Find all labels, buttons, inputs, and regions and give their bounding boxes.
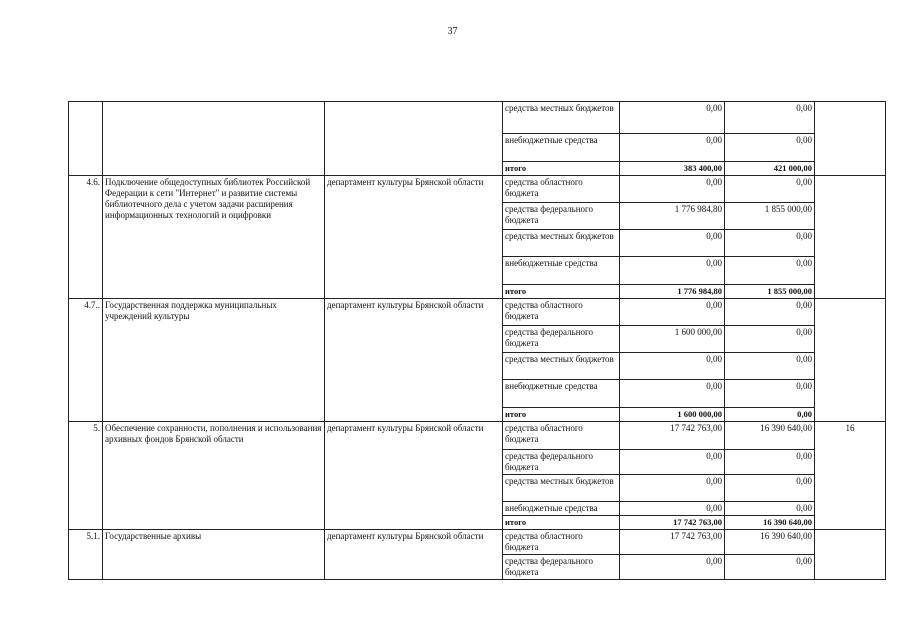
row-index xyxy=(69,102,103,176)
amount-year-1: 1 776 984,80 xyxy=(620,203,725,230)
funding-source: средства федерального бюджета xyxy=(503,555,620,580)
amount-year-1: 0,00 xyxy=(620,102,725,134)
amount-year-1: 0,00 xyxy=(620,353,725,380)
amount-year-1: 17 742 763,00 xyxy=(620,530,725,555)
funding-source: средства областного бюджета xyxy=(503,176,620,203)
department-name xyxy=(325,102,503,176)
funding-source: итого xyxy=(503,285,620,299)
row-index: 5. xyxy=(69,422,103,530)
amount-year-2: 0,00 xyxy=(725,299,815,326)
amount-year-1: 0,00 xyxy=(620,475,725,502)
table-row xyxy=(69,102,886,134)
budget-table-body xyxy=(69,102,886,580)
table-row xyxy=(69,422,886,450)
funding-source: итого xyxy=(503,162,620,176)
page-number: 37 xyxy=(447,26,458,37)
department-name: департамент культуры Брянской области xyxy=(325,530,503,580)
amount-year-2: 1 855 000,00 xyxy=(725,285,815,299)
amount-year-2: 16 390 640,00 xyxy=(725,530,815,555)
funding-source: средства местных бюджетов xyxy=(503,475,620,502)
amount-year-1: 0,00 xyxy=(620,450,725,475)
amount-year-1: 0,00 xyxy=(620,380,725,408)
indicator-value xyxy=(815,530,886,580)
amount-year-2: 0,00 xyxy=(725,176,815,203)
amount-year-2: 16 390 640,00 xyxy=(725,516,815,530)
indicator-value xyxy=(815,176,886,299)
activity-name: Обеспечение сохранности, пополнения и использования архивных фондов Брянской области xyxy=(103,422,325,530)
funding-source: средства областного бюджета xyxy=(503,299,620,326)
indicator-value: 16 xyxy=(815,422,886,530)
amount-year-2: 0,00 xyxy=(725,555,815,580)
amount-year-2: 0,00 xyxy=(725,353,815,380)
amount-year-2: 0,00 xyxy=(725,134,815,162)
amount-year-2: 0,00 xyxy=(725,102,815,134)
funding-source: внебюджетные средства xyxy=(503,134,620,162)
funding-source: средства местных бюджетов xyxy=(503,353,620,380)
row-index: 5.1. xyxy=(69,530,103,580)
funding-source: внебюджетные средства xyxy=(503,380,620,408)
funding-source: средства федерального бюджета xyxy=(503,326,620,353)
activity-name: Государственные архивы xyxy=(103,530,325,580)
amount-year-1: 17 742 763,00 xyxy=(620,422,725,450)
amount-year-1: 0,00 xyxy=(620,555,725,580)
amount-year-1: 0,00 xyxy=(620,230,725,257)
amount-year-1: 1 776 984,80 xyxy=(620,285,725,299)
department-name: департамент культуры Брянской области xyxy=(325,176,503,299)
amount-year-1: 1 600 000,00 xyxy=(620,326,725,353)
funding-source: внебюджетные средства xyxy=(503,502,620,516)
indicator-value xyxy=(815,102,886,176)
amount-year-1: 0,00 xyxy=(620,299,725,326)
funding-source: итого xyxy=(503,516,620,530)
funding-source: средства федерального бюджета xyxy=(503,203,620,230)
amount-year-1: 1 600 000,00 xyxy=(620,408,725,422)
amount-year-2: 0,00 xyxy=(725,380,815,408)
amount-year-2: 0,00 xyxy=(725,475,815,502)
table-row xyxy=(69,299,886,326)
amount-year-2: 0,00 xyxy=(725,326,815,353)
activity-name: Подключение общедоступных библиотек Российской Федерации к сети "Интернет" и развитие системы библиотечного дела с учетом задачи расширения информационных технологий и оцифровки xyxy=(103,176,325,299)
amount-year-1: 0,00 xyxy=(620,502,725,516)
activity-name xyxy=(103,102,325,176)
amount-year-1: 0,00 xyxy=(620,176,725,203)
amount-year-1: 0,00 xyxy=(620,134,725,162)
funding-source: средства областного бюджета xyxy=(503,422,620,450)
amount-year-2: 0,00 xyxy=(725,408,815,422)
budget-table xyxy=(68,101,886,580)
funding-source: средства областного бюджета xyxy=(503,530,620,555)
department-name: департамент культуры Брянской области xyxy=(325,422,503,530)
funding-source: итого xyxy=(503,408,620,422)
amount-year-1: 17 742 763,00 xyxy=(620,516,725,530)
funding-source: средства местных бюджетов xyxy=(503,102,620,134)
activity-name: Государственная поддержка муниципальных учреждений культуры xyxy=(103,299,325,422)
amount-year-2: 421 000,00 xyxy=(725,162,815,176)
row-index: 4.7.. xyxy=(69,299,103,422)
amount-year-1: 383 400,00 xyxy=(620,162,725,176)
table-row xyxy=(69,176,886,203)
table-row xyxy=(69,530,886,555)
indicator-value xyxy=(815,299,886,422)
amount-year-1: 0,00 xyxy=(620,257,725,285)
amount-year-2: 0,00 xyxy=(725,502,815,516)
funding-source: внебюджетные средства xyxy=(503,257,620,285)
funding-source: средства федерального бюджета xyxy=(503,450,620,475)
amount-year-2: 0,00 xyxy=(725,257,815,285)
funding-source: средства местных бюджетов xyxy=(503,230,620,257)
amount-year-2: 1 855 000,00 xyxy=(725,203,815,230)
amount-year-2: 16 390 640,00 xyxy=(725,422,815,450)
row-index: 4.6. xyxy=(69,176,103,299)
amount-year-2: 0,00 xyxy=(725,450,815,475)
department-name: департамент культуры Брянской области xyxy=(325,299,503,422)
amount-year-2: 0,00 xyxy=(725,230,815,257)
